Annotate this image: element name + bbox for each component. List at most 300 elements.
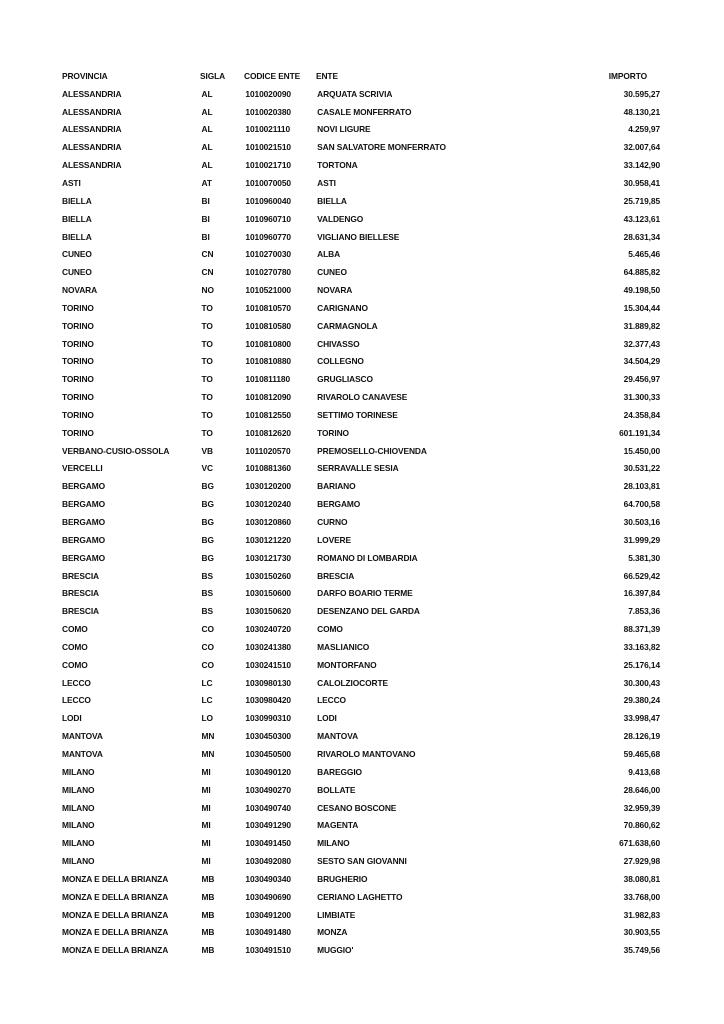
cell-provincia: ASTI	[62, 177, 81, 188]
cell-sigla: MB	[201, 873, 215, 884]
cell-sigla: TO	[201, 320, 213, 331]
cell-provincia: TORINO	[62, 409, 94, 420]
cell-importo: 64.885,82	[623, 267, 661, 278]
cell-codice-ente: 1030150620	[245, 606, 291, 617]
cell-codice-ente: 1010881360	[245, 463, 291, 474]
cell-importo: 16.397,84	[623, 588, 661, 599]
cell-ente: CESANO BOSCONE	[317, 802, 397, 813]
table-row	[62, 103, 660, 121]
cell-ente: BIELLA	[317, 195, 347, 206]
cell-sigla: LC	[201, 677, 213, 688]
cell-provincia: MILANO	[62, 838, 95, 849]
cell-codice-ente: 1010810880	[245, 356, 291, 367]
table-row	[62, 852, 660, 870]
table-row	[62, 388, 660, 406]
table-row	[62, 584, 660, 602]
table-row	[62, 513, 660, 531]
cell-provincia: BIELLA	[62, 195, 92, 206]
cell-sigla: CO	[201, 624, 214, 635]
table-row	[62, 317, 660, 335]
cell-importo: 29.456,97	[623, 374, 661, 385]
table-row	[62, 709, 660, 727]
cell-provincia: ALESSANDRIA	[62, 124, 122, 135]
cell-provincia: MILANO	[62, 856, 95, 867]
table-row	[62, 888, 660, 906]
cell-codice-ente: 1030120200	[245, 481, 291, 492]
cell-importo: 30.903,55	[623, 927, 661, 938]
cell-provincia: BERGAMO	[62, 517, 106, 528]
cell-codice-ente: 1010960770	[245, 231, 291, 242]
table-body	[62, 85, 660, 959]
cell-ente: TORINO	[317, 427, 349, 438]
cell-codice-ente: 1030491200	[245, 909, 291, 920]
cell-sigla: AL	[201, 106, 213, 117]
cell-sigla: CO	[201, 659, 214, 670]
cell-sigla: MN	[201, 748, 215, 759]
cell-provincia: MONZA E DELLA BRIANZA	[62, 927, 169, 938]
cell-sigla: TO	[201, 427, 213, 438]
table-row	[62, 121, 660, 139]
cell-codice-ente: 1030490270	[245, 784, 291, 795]
cell-ente: MANTOVA	[317, 731, 359, 742]
cell-provincia: BERGAMO	[62, 499, 106, 510]
cell-sigla: TO	[201, 409, 213, 420]
cell-importo: 88.371,39	[623, 624, 661, 635]
cell-provincia: CUNEO	[62, 267, 92, 278]
cell-importo: 30.595,27	[623, 88, 661, 99]
cell-ente: DARFO BOARIO TERME	[317, 588, 413, 599]
cell-provincia: BRESCIA	[62, 570, 99, 581]
cell-importo: 64.700,58	[623, 499, 661, 510]
cell-sigla: MB	[201, 945, 215, 956]
cell-codice-ente: 1030980420	[245, 695, 291, 706]
cell-codice-ente: 1010812550	[245, 409, 291, 420]
cell-provincia: LECCO	[62, 695, 91, 706]
cell-importo: 9.413,68	[628, 766, 661, 777]
cell-importo: 27.929,98	[623, 856, 661, 867]
cell-importo: 25.176,14	[623, 659, 661, 670]
cell-provincia: COMO	[62, 624, 88, 635]
cell-ente: VIGLIANO BIELLESE	[317, 231, 400, 242]
cell-codice-ente: 1030120860	[245, 517, 291, 528]
cell-ente: CASALE MONFERRATO	[317, 106, 412, 117]
cell-importo: 33.768,00	[623, 891, 661, 902]
cell-sigla: TO	[201, 392, 213, 403]
cell-provincia: BERGAMO	[62, 534, 106, 545]
cell-sigla: LC	[201, 695, 213, 706]
cell-provincia: MILANO	[62, 820, 95, 831]
cell-ente: BOLLATE	[317, 784, 356, 795]
cell-sigla: CO	[201, 641, 214, 652]
table-row	[62, 192, 660, 210]
cell-importo: 5.381,30	[628, 552, 661, 563]
cell-importo: 15.304,44	[623, 302, 661, 313]
cell-provincia: TORINO	[62, 392, 94, 403]
cell-ente: ALBA	[317, 249, 341, 260]
cell-codice-ente: 1010270030	[245, 249, 291, 260]
cell-provincia: MONZA E DELLA BRIANZA	[62, 873, 169, 884]
cell-ente: BRUGHERIO	[317, 873, 368, 884]
table-row	[62, 281, 660, 299]
cell-sigla: AL	[201, 124, 213, 135]
cell-sigla: BI	[201, 213, 210, 224]
cell-codice-ente: 1011020570	[245, 445, 291, 456]
cell-importo: 28.646,00	[623, 784, 661, 795]
cell-sigla: TO	[201, 302, 213, 313]
cell-ente: CURNO	[317, 517, 348, 528]
cell-codice-ente: 1010020090	[245, 88, 291, 99]
cell-ente: CERIANO LAGHETTO	[317, 891, 403, 902]
cell-codice-ente: 1010810570	[245, 302, 291, 313]
table-row	[62, 674, 660, 692]
cell-ente: SETTIMO TORINESE	[317, 409, 398, 420]
table-row	[62, 692, 660, 710]
cell-ente: BAREGGIO	[317, 766, 362, 777]
table-row	[62, 870, 660, 888]
cell-provincia: MILANO	[62, 766, 95, 777]
cell-provincia: MONZA E DELLA BRIANZA	[62, 945, 169, 956]
cell-ente: LIMBIATE	[317, 909, 356, 920]
cell-codice-ente: 1010812090	[245, 392, 291, 403]
header-provincia: PROVINCIA	[62, 70, 108, 81]
cell-ente: GRUGLIASCO	[317, 374, 373, 385]
cell-sigla: MI	[201, 856, 211, 867]
cell-codice-ente: 1010070050	[245, 177, 291, 188]
cell-ente: COLLEGNO	[317, 356, 364, 367]
table-row	[62, 406, 660, 424]
cell-provincia: TORINO	[62, 302, 94, 313]
cell-importo: 30.300,43	[623, 677, 661, 688]
cell-ente: LECCO	[317, 695, 346, 706]
cell-importo: 31.300,33	[623, 392, 661, 403]
cell-sigla: MI	[201, 820, 211, 831]
cell-provincia: BIELLA	[62, 213, 92, 224]
table-row	[62, 210, 660, 228]
cell-importo: 28.103,81	[623, 481, 661, 492]
cell-importo: 31.889,82	[623, 320, 661, 331]
cell-ente: CARIGNANO	[317, 302, 368, 313]
cell-ente: LOVERE	[317, 534, 351, 545]
cell-provincia: NOVARA	[62, 285, 98, 296]
cell-sigla: MN	[201, 731, 215, 742]
table-row	[62, 531, 660, 549]
cell-codice-ente: 1010811180	[245, 374, 291, 385]
cell-sigla: VB	[201, 445, 213, 456]
cell-ente: MILANO	[317, 838, 350, 849]
cell-sigla: BG	[201, 517, 214, 528]
cell-importo: 24.358,84	[623, 409, 661, 420]
table-row	[62, 763, 660, 781]
table-row	[62, 442, 660, 460]
header-ente: ENTE	[316, 70, 338, 81]
cell-provincia: BIELLA	[62, 231, 92, 242]
cell-codice-ente: 1030491290	[245, 820, 291, 831]
cell-importo: 28.126,19	[623, 731, 661, 742]
cell-ente: DESENZANO DEL GARDA	[317, 606, 420, 617]
cell-ente: NOVARA	[317, 285, 353, 296]
cell-importo: 38.080,81	[623, 873, 661, 884]
cell-importo: 32.959,39	[623, 802, 661, 813]
cell-provincia: TORINO	[62, 338, 94, 349]
header-sigla: SIGLA	[200, 70, 226, 81]
table-row	[62, 638, 660, 656]
cell-sigla: LO	[201, 713, 213, 724]
cell-ente: VALDENGO	[317, 213, 364, 224]
table-row	[62, 602, 660, 620]
cell-provincia: MONZA E DELLA BRIANZA	[62, 909, 169, 920]
cell-importo: 30.531,22	[623, 463, 661, 474]
table-row	[62, 567, 660, 585]
table-row	[62, 85, 660, 103]
cell-importo: 25.719,85	[623, 195, 661, 206]
cell-sigla: BG	[201, 534, 214, 545]
cell-sigla: AT	[201, 177, 212, 188]
table-row	[62, 370, 660, 388]
header-importo: IMPORTO	[608, 70, 647, 81]
table-row	[62, 834, 660, 852]
cell-codice-ente: 1010960710	[245, 213, 291, 224]
cell-sigla: AL	[201, 88, 213, 99]
cell-ente: TORTONA	[317, 160, 358, 171]
cell-importo: 31.982,83	[623, 909, 661, 920]
cell-importo: 33.998,47	[623, 713, 661, 724]
cell-ente: PREMOSELLO-CHIOVENDA	[317, 445, 427, 456]
cell-codice-ente: 1030490690	[245, 891, 291, 902]
cell-sigla: MB	[201, 891, 215, 902]
cell-importo: 32.377,43	[623, 338, 661, 349]
cell-importo: 30.958,41	[623, 177, 661, 188]
cell-ente: RIVAROLO MANTOVANO	[317, 748, 416, 759]
table-row	[62, 335, 660, 353]
cell-provincia: BRESCIA	[62, 588, 99, 599]
cell-sigla: AL	[201, 160, 213, 171]
cell-ente: NOVI LIGURE	[317, 124, 371, 135]
table-row	[62, 460, 660, 478]
cell-codice-ente: 1010810800	[245, 338, 291, 349]
cell-sigla: TO	[201, 338, 213, 349]
cell-codice-ente: 1030990310	[245, 713, 291, 724]
table-row	[62, 781, 660, 799]
cell-ente: MUGGIO'	[317, 945, 354, 956]
cell-codice-ente: 1030150600	[245, 588, 291, 599]
cell-codice-ente: 1010810580	[245, 320, 291, 331]
cell-codice-ente: 1030450300	[245, 731, 291, 742]
cell-ente: CUNEO	[317, 267, 347, 278]
cell-ente: BRESCIA	[317, 570, 355, 581]
cell-importo: 66.529,42	[623, 570, 661, 581]
table-row	[62, 745, 660, 763]
cell-codice-ente: 1030241380	[245, 641, 291, 652]
cell-importo: 33.163,82	[623, 641, 661, 652]
table-row	[62, 549, 660, 567]
cell-importo: 30.503,16	[623, 517, 661, 528]
cell-importo: 49.198,50	[623, 285, 661, 296]
cell-codice-ente: 1030241510	[245, 659, 291, 670]
cell-provincia: VERCELLI	[62, 463, 103, 474]
cell-provincia: VERBANO-CUSIO-OSSOLA	[62, 445, 170, 456]
cell-provincia: ALESSANDRIA	[62, 106, 122, 117]
cell-ente: CALOLZIOCORTE	[317, 677, 388, 688]
cell-ente: MASLIANICO	[317, 641, 370, 652]
table-row	[62, 138, 660, 156]
table-row	[62, 906, 660, 924]
cell-importo: 671.638,60	[619, 838, 661, 849]
table-row	[62, 924, 660, 942]
header-row	[62, 67, 660, 85]
cell-provincia: LODI	[62, 713, 82, 724]
cell-codice-ente: 1030121220	[245, 534, 291, 545]
cell-importo: 33.142,90	[623, 160, 661, 171]
cell-provincia: MILANO	[62, 802, 95, 813]
cell-sigla: MI	[201, 766, 211, 777]
cell-sigla: BS	[201, 588, 213, 599]
cell-sigla: NO	[201, 285, 214, 296]
cell-provincia: TORINO	[62, 320, 94, 331]
cell-ente: CHIVASSO	[317, 338, 360, 349]
table-row	[62, 174, 660, 192]
cell-codice-ente: 1010021710	[245, 160, 291, 171]
cell-sigla: BG	[201, 499, 214, 510]
data-table	[62, 67, 660, 959]
cell-sigla: TO	[201, 356, 213, 367]
cell-sigla: VC	[201, 463, 213, 474]
cell-codice-ente: 1030491510	[245, 945, 291, 956]
table-row	[62, 727, 660, 745]
cell-importo: 43.123,61	[623, 213, 661, 224]
table-row	[62, 477, 660, 495]
cell-provincia: TORINO	[62, 356, 94, 367]
cell-ente: BARIANO	[317, 481, 356, 492]
cell-provincia: CUNEO	[62, 249, 92, 260]
table-row	[62, 495, 660, 513]
cell-importo: 601.191,34	[619, 427, 661, 438]
cell-provincia: LECCO	[62, 677, 91, 688]
table-row	[62, 353, 660, 371]
cell-ente: ASTI	[317, 177, 336, 188]
cell-provincia: COMO	[62, 641, 88, 652]
cell-provincia: MANTOVA	[62, 748, 103, 759]
cell-codice-ente: 1030240720	[245, 624, 291, 635]
cell-sigla: AL	[201, 142, 213, 153]
table-row	[62, 263, 660, 281]
cell-provincia: ALESSANDRIA	[62, 142, 122, 153]
cell-codice-ente: 1010021110	[245, 124, 291, 135]
cell-codice-ente: 1030490340	[245, 873, 291, 884]
table-row	[62, 245, 660, 263]
cell-sigla: BS	[201, 570, 213, 581]
cell-codice-ente: 1030121730	[245, 552, 291, 563]
cell-importo: 5.465,46	[628, 249, 661, 260]
table-row	[62, 799, 660, 817]
cell-codice-ente: 1010960040	[245, 195, 291, 206]
cell-sigla: BI	[201, 195, 210, 206]
cell-sigla: MB	[201, 927, 215, 938]
cell-provincia: TORINO	[62, 427, 94, 438]
table-row	[62, 941, 660, 959]
cell-ente: RIVAROLO CANAVESE	[317, 392, 408, 403]
cell-codice-ente: 1030490120	[245, 766, 291, 777]
cell-codice-ente: 1010521000	[245, 285, 291, 296]
cell-sigla: CN	[201, 267, 214, 278]
cell-sigla: MI	[201, 838, 211, 849]
table-row	[62, 299, 660, 317]
cell-ente: SERRAVALLE SESIA	[317, 463, 399, 474]
cell-sigla: MI	[201, 802, 211, 813]
cell-ente: SESTO SAN GIOVANNI	[317, 856, 407, 867]
cell-ente: MAGENTA	[317, 820, 359, 831]
table-row	[62, 620, 660, 638]
cell-codice-ente: 1010020380	[245, 106, 291, 117]
cell-codice-ente: 1030450500	[245, 748, 291, 759]
table-row	[62, 228, 660, 246]
cell-importo: 29.380,24	[623, 695, 661, 706]
cell-ente: LODI	[317, 713, 337, 724]
cell-importo: 15.450,00	[623, 445, 661, 456]
cell-ente: ARQUATA SCRIVIA	[317, 88, 393, 99]
cell-sigla: BG	[201, 552, 214, 563]
table-row	[62, 656, 660, 674]
cell-ente: BERGAMO	[317, 499, 361, 510]
cell-importo: 70.860,62	[623, 820, 661, 831]
cell-ente: ROMANO DI LOMBARDIA	[317, 552, 418, 563]
cell-codice-ente: 1030150260	[245, 570, 291, 581]
cell-ente: MONTORFANO	[317, 659, 377, 670]
cell-importo: 59.465,68	[623, 748, 661, 759]
header-codice-ente: CODICE ENTE	[244, 70, 301, 81]
cell-ente: SAN SALVATORE MONFERRATO	[317, 142, 446, 153]
cell-provincia: MANTOVA	[62, 731, 103, 742]
cell-importo: 31.999,29	[623, 534, 661, 545]
cell-sigla: CN	[201, 249, 214, 260]
cell-provincia: BERGAMO	[62, 481, 106, 492]
cell-sigla: BS	[201, 606, 213, 617]
cell-importo: 28.631,34	[623, 231, 661, 242]
cell-codice-ente: 1030120240	[245, 499, 291, 510]
cell-sigla: BI	[201, 231, 210, 242]
cell-sigla: MB	[201, 909, 215, 920]
cell-ente: COMO	[317, 624, 343, 635]
cell-provincia: TORINO	[62, 374, 94, 385]
cell-provincia: MONZA E DELLA BRIANZA	[62, 891, 169, 902]
cell-codice-ente: 1030980130	[245, 677, 291, 688]
cell-codice-ente: 1030490740	[245, 802, 291, 813]
cell-importo: 48.130,21	[623, 106, 661, 117]
cell-provincia: BERGAMO	[62, 552, 106, 563]
table-row	[62, 424, 660, 442]
cell-importo: 32.007,64	[623, 142, 661, 153]
table-row	[62, 816, 660, 834]
cell-ente: CARMAGNOLA	[317, 320, 378, 331]
cell-codice-ente: 1030492080	[245, 856, 291, 867]
cell-sigla: BG	[201, 481, 214, 492]
cell-provincia: ALESSANDRIA	[62, 88, 122, 99]
cell-provincia: ALESSANDRIA	[62, 160, 122, 171]
cell-codice-ente: 1030491480	[245, 927, 291, 938]
cell-provincia: COMO	[62, 659, 88, 670]
cell-codice-ente: 1010021510	[245, 142, 291, 153]
cell-importo: 35.749,56	[623, 945, 661, 956]
cell-importo: 7.853,36	[628, 606, 661, 617]
cell-provincia: BRESCIA	[62, 606, 99, 617]
cell-provincia: MILANO	[62, 784, 95, 795]
cell-codice-ente: 1030491450	[245, 838, 291, 849]
cell-sigla: MI	[201, 784, 211, 795]
cell-ente: MONZA	[317, 927, 348, 938]
cell-importo: 34.504,29	[623, 356, 661, 367]
cell-sigla: TO	[201, 374, 213, 385]
cell-codice-ente: 1010270780	[245, 267, 291, 278]
table-row	[62, 156, 660, 174]
